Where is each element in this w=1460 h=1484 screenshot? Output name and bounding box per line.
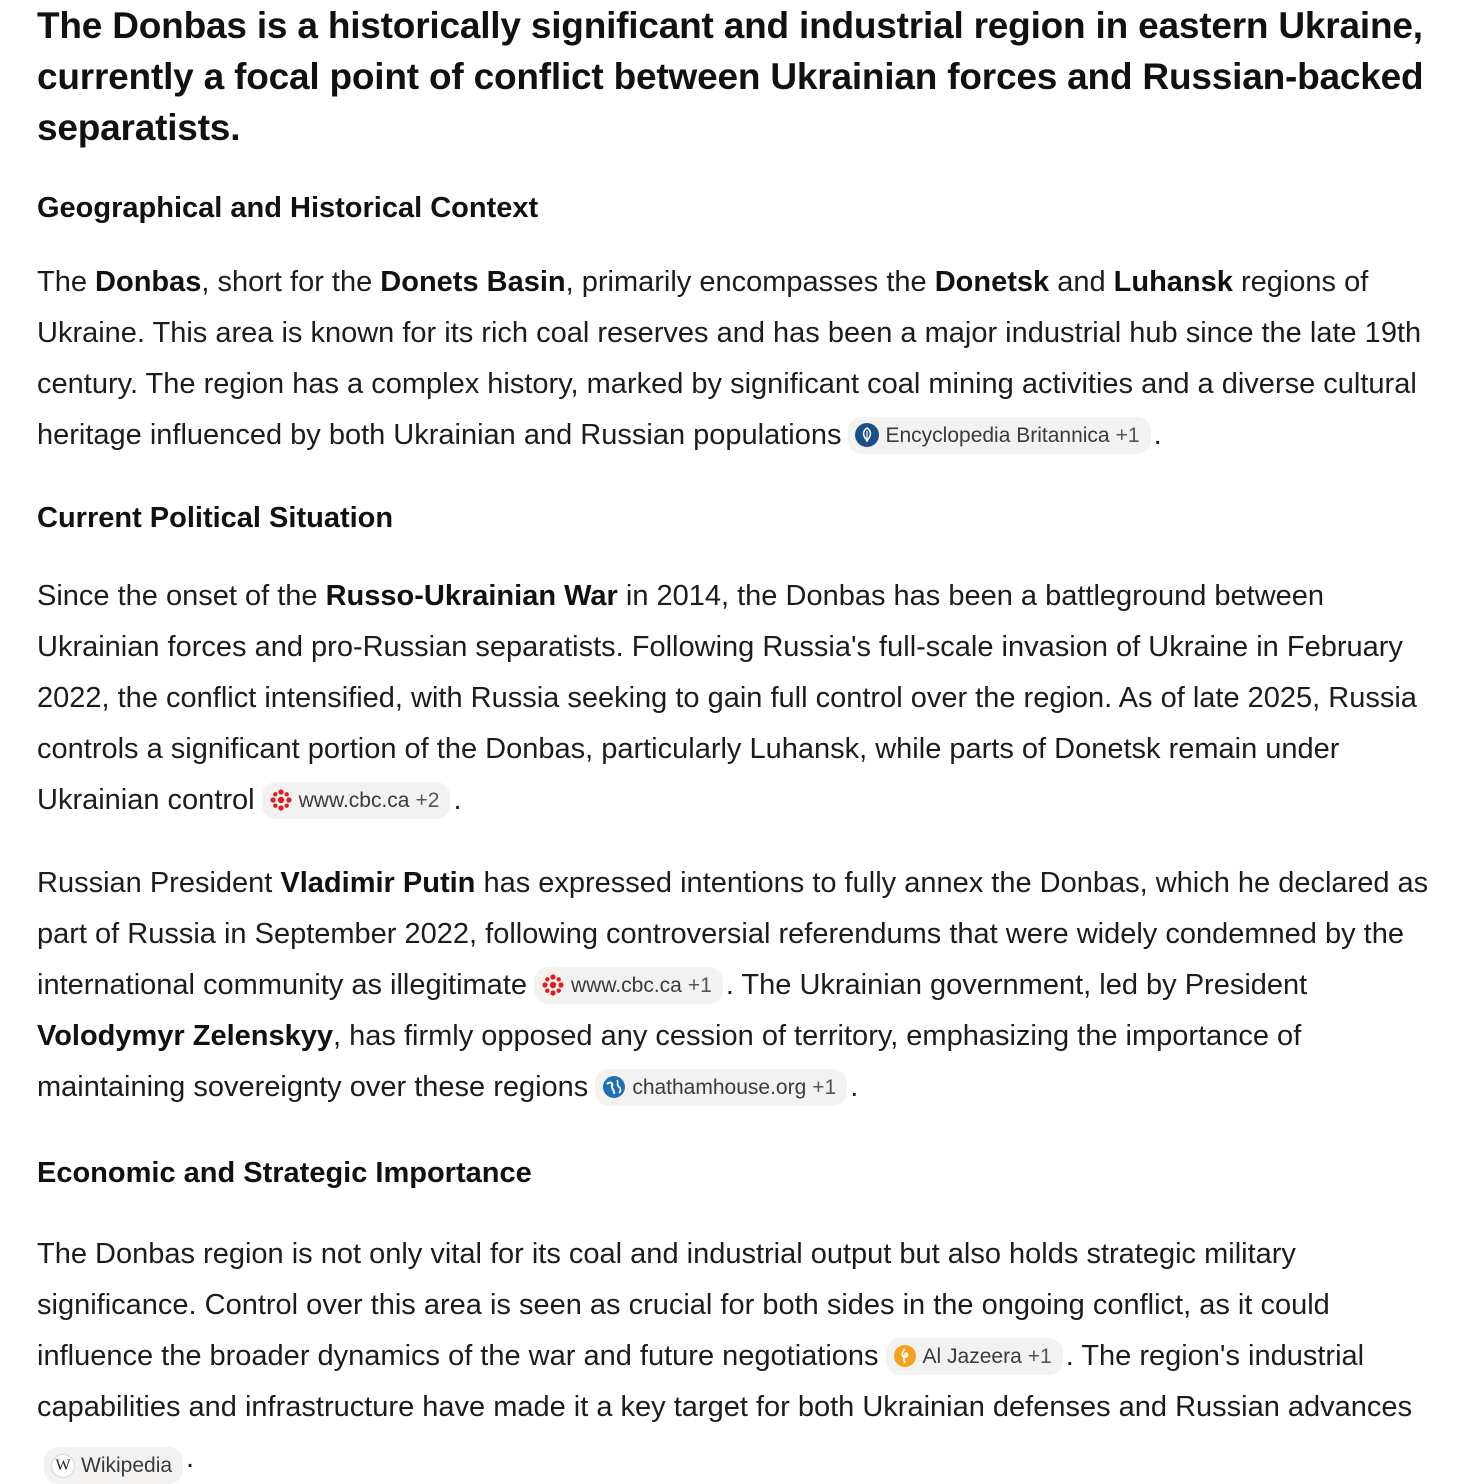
section-heading-economy: Economic and Strategic Importance <box>37 1157 532 1189</box>
text: , has firmly opposed any cession of territory, emphasizing the importance of maintaining sovereignty over these regions <box>37 1020 1302 1103</box>
paragraph-politics-1 <box>37 571 1446 826</box>
text: and <box>1049 266 1114 298</box>
bold-term-luhansk: Luhansk <box>1113 266 1233 298</box>
text: , short for the <box>201 266 381 298</box>
text: . <box>453 784 462 816</box>
bold-term-vladimir-putin: Vladimir Putin <box>280 867 476 899</box>
text: has expressed intentions to fully annex the Donbas, which he declared as part of Russia in September 2022, following controversial referendums that were widely condemned by the international community as illegitimate <box>37 867 1429 1001</box>
citation-chip-britannica[interactable] <box>848 417 1150 454</box>
citation-source: Encyclopedia Britannica <box>885 423 1110 447</box>
text: . <box>1153 419 1162 451</box>
paragraph-economy <box>37 1229 1446 1484</box>
bold-term-volodymyr-zelenskyy: Volodymyr Zelenskyy <box>37 1020 334 1052</box>
citation-chip-chathamhouse[interactable] <box>595 1069 847 1106</box>
text: , primarily encompasses the <box>565 266 935 298</box>
bold-term-russo-ukrainian-war: Russo-Ukrainian War <box>325 580 618 612</box>
citation-count: +1 <box>1027 1344 1052 1368</box>
citation-count: +1 <box>812 1075 837 1099</box>
citation-chip-wikipedia[interactable] <box>44 1447 183 1484</box>
al-jazeera-icon <box>893 1344 917 1368</box>
citation-source: www.cbc.ca <box>298 788 410 812</box>
section-heading-politics: Current Political Situation <box>37 502 394 534</box>
bold-term-donets-basin: Donets Basin <box>380 266 566 298</box>
page-title: The Donbas is a historically significant and industrial region in eastern Ukraine, currently a focal point of conflict between Ukrainian forces and Russian-backed separatists. <box>37 5 1424 148</box>
citation-count: +2 <box>415 788 440 812</box>
citation-chip-aljazeera[interactable] <box>886 1338 1063 1375</box>
chatham-house-globe-icon <box>602 1075 626 1099</box>
citation-source: chathamhouse.org <box>632 1075 807 1099</box>
text: . The region's industrial capabilities and infrastructure have made it a key target for both Ukrainian defenses and Russian advances <box>37 1340 1413 1423</box>
paragraph-geography <box>37 257 1446 461</box>
britannica-thistle-icon <box>855 423 879 447</box>
paragraph-politics-2 <box>37 858 1446 1113</box>
bold-term-donetsk: Donetsk <box>934 266 1050 298</box>
text: regions of Ukraine. This area is known for its rich coal reserves and has been a major industrial hub since the late 19th century. The region has a complex history, marked by significant coal mining activities and a diverse cultural heritage influenced by both Ukrainian and Russian populations <box>37 266 1422 451</box>
wikipedia-icon: W <box>51 1454 75 1478</box>
citation-source: Al Jazeera <box>922 1344 1022 1368</box>
text: in 2014, the Donbas has been a battleground between Ukrainian forces and pro-Russian separatists. Following Russia's full-scale invasion of Ukraine in February 2022, the conflict intensified, with Russia seeking to gain full control over the region. As of late 2025, Russia controls a significant portion of the Donbas, particularly Luhansk, while parts of Donetsk remain under Ukrainian control <box>37 580 1417 816</box>
citation-count: +1 <box>687 973 712 997</box>
bold-term-donbas: Donbas <box>95 266 202 298</box>
cbc-gem-icon <box>269 788 293 812</box>
text: . The Ukrainian government, led by President <box>725 969 1308 1001</box>
text: . <box>186 1442 195 1474</box>
text: The <box>37 266 96 298</box>
citation-chip-cbc[interactable] <box>262 782 451 819</box>
text: . <box>850 1071 859 1103</box>
section-heading-geography: Geographical and Historical Context <box>37 192 539 224</box>
citation-source: www.cbc.ca <box>571 973 682 997</box>
cbc-gem-icon <box>541 973 565 997</box>
citation-count: +1 <box>1115 423 1140 447</box>
text: Since the onset of the <box>37 580 326 612</box>
text: The Donbas region is not only vital for its coal and industrial output but also holds strategic military significance. Control over this area is seen as crucial for both sides in the ongoing conflict, as it could influence the broader dynamics of the war and future negotiations <box>37 1238 1330 1372</box>
citation-source: Wikipedia <box>81 1454 173 1477</box>
citation-chip-cbc[interactable] <box>534 967 723 1004</box>
text: Russian President <box>37 867 281 899</box>
